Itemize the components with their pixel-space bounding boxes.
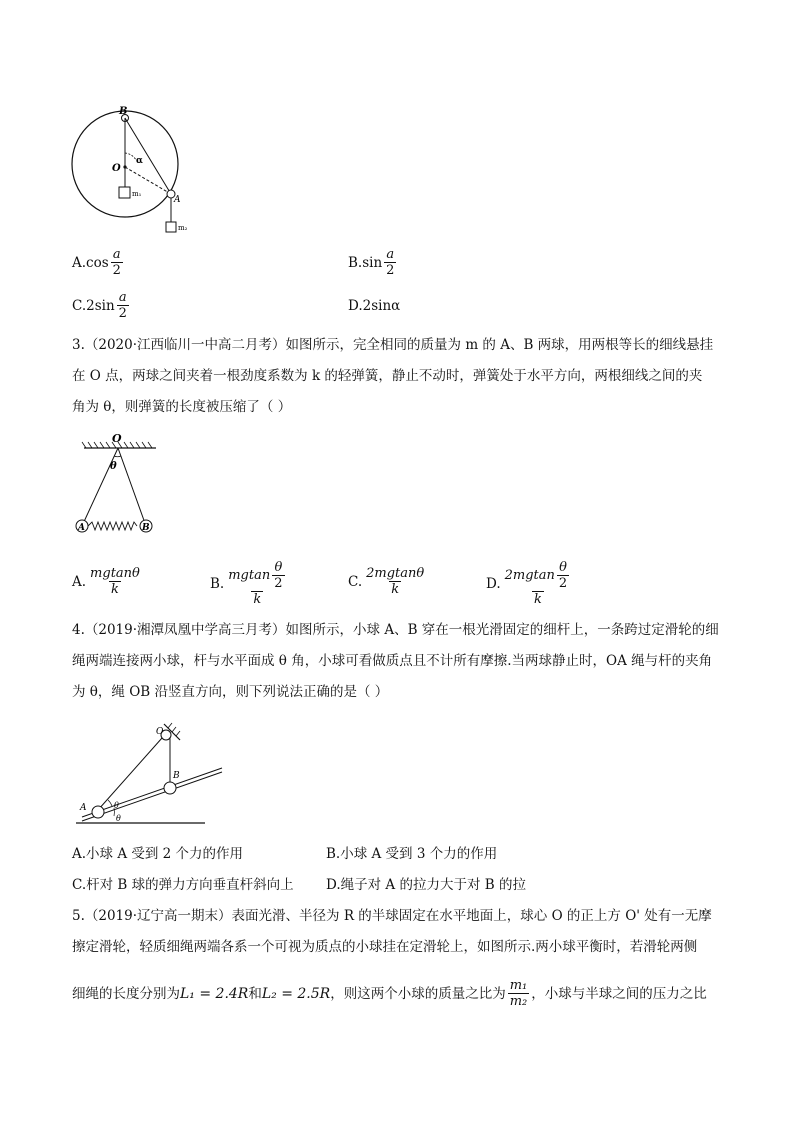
figure-spring-balls: [66, 432, 166, 544]
figure-incline-pulley: [70, 718, 230, 830]
q5-mass-ratio: $\frac{\text{m₁}}{\text{m₂}}$: [509, 978, 528, 1009]
q5-line-1: 5.（2019·辽宁高一期末）表面光滑、半径为 R 的半球固定在水平地面上，球心 O 的正上方 O' 处有一无摩: [72, 908, 712, 924]
q2-a-den: 2: [112, 263, 121, 278]
fig4-label-A: A: [80, 803, 87, 813]
q4-option-c[interactable]: C.杆对 B 球的弹力方向垂直杆斜向上: [72, 877, 294, 893]
fig4-label-O: O: [156, 727, 164, 737]
q2-option-a[interactable]: A.cos $\frac{a}{2}$: [72, 247, 121, 278]
fig4-label-B: B: [173, 771, 180, 781]
q3-option-d[interactable]: D. 2mgtan $\frac{\theta}{2}$ k: [486, 560, 568, 607]
q4-option-b[interactable]: B.小球 A 受到 3 个力的作用: [326, 846, 498, 862]
fig3-label-B: B: [142, 523, 150, 533]
q2-option-d[interactable]: D.2sinα: [348, 298, 401, 314]
q2-option-b[interactable]: B.sin $\frac{a}{2}$: [348, 247, 395, 278]
q4-line-1: 4.（2019·湘潭凤凰中学高三月考）如图所示，小球 A、B 穿在一根光滑固定的细杆上，一条跨过定滑轮的细: [72, 622, 719, 638]
fig1-label-B: B: [119, 106, 128, 117]
q4-line-3: 为 θ，绳 OB 沿竖直方向，则下列说法正确的是（ ）: [72, 684, 389, 700]
fig3-label-O: O: [112, 432, 122, 445]
q5-L2: L₂ = 2.5R: [261, 985, 331, 1002]
q4-option-d[interactable]: D.绳子对 A 的拉力大于对 B 的拉: [326, 877, 526, 893]
q2-c-den: 2: [118, 306, 127, 321]
q4-line-2: 绳两端连接两小球，杆与水平面成 θ 角，小球可看做质点且不计所有摩擦.当两球静止时，OA 绳与杆的夹角: [72, 653, 713, 669]
fig3-label-theta: θ: [110, 461, 117, 472]
fig3-label-A: A: [78, 523, 85, 533]
fig1-label-m2: m₂: [178, 224, 188, 232]
fig4-label-theta-2: θ: [116, 814, 121, 823]
q3-option-b[interactable]: B. mgtan $\frac{\theta}{2}$ k: [210, 560, 283, 607]
fig1-label-m1: m₁: [132, 190, 142, 198]
fig4-label-theta-1: θ: [114, 801, 119, 810]
fig1-label-alpha: α: [136, 156, 143, 166]
q2-b-den: 2: [386, 263, 395, 278]
q3-line-1: 3.（2020·江西临川一中高二月考）如图所示，完全相同的质量为 m 的 A、B 两球，用两根等长的细线悬挂: [72, 337, 714, 353]
figure-circle-pulley: [66, 100, 206, 236]
fig1-label-A: A: [174, 195, 181, 205]
q2-b-num: a: [386, 247, 395, 262]
q5-line-2: 擦定滑轮，轻质细绳两端各系一个可视为质点的小球挂在定滑轮上，如图所示.两小球平衡时，若滑轮两侧: [72, 939, 698, 955]
q3-option-a[interactable]: A. $\frac{mgtan\theta}{k}$: [72, 566, 140, 597]
q2-a-num: a: [112, 247, 121, 262]
q4-option-a[interactable]: A.小球 A 受到 2 个力的作用: [72, 846, 244, 862]
q2-option-c[interactable]: C.2sin $\frac{a}{2}$: [72, 290, 127, 321]
fig1-label-O: O: [112, 163, 121, 174]
q3-line-3: 角为 θ，则弹簧的长度被压缩了（ ）: [72, 399, 292, 415]
q3-line-2: 在 O 点，两球之间夹着一根劲度系数为 k 的轻弹簧，静止不动时，弹簧处于水平方向，两根细线之间的夹: [72, 368, 703, 384]
q5-L1: L₁ = 2.4R: [180, 985, 249, 1002]
q3-option-c[interactable]: C. $\frac{2mgtan\theta}{k}$: [348, 566, 425, 597]
q2-c-num: a: [118, 290, 127, 305]
q5-line-3: 细绳的长度分别为 L₁ = 2.4R 和 L₂ = 2.5R ，则这两个小球的质量之比为 $\frac{\text{m₁}}{\text{m₂}}$ ，小球与半球之间的压力之比: [72, 978, 707, 1009]
